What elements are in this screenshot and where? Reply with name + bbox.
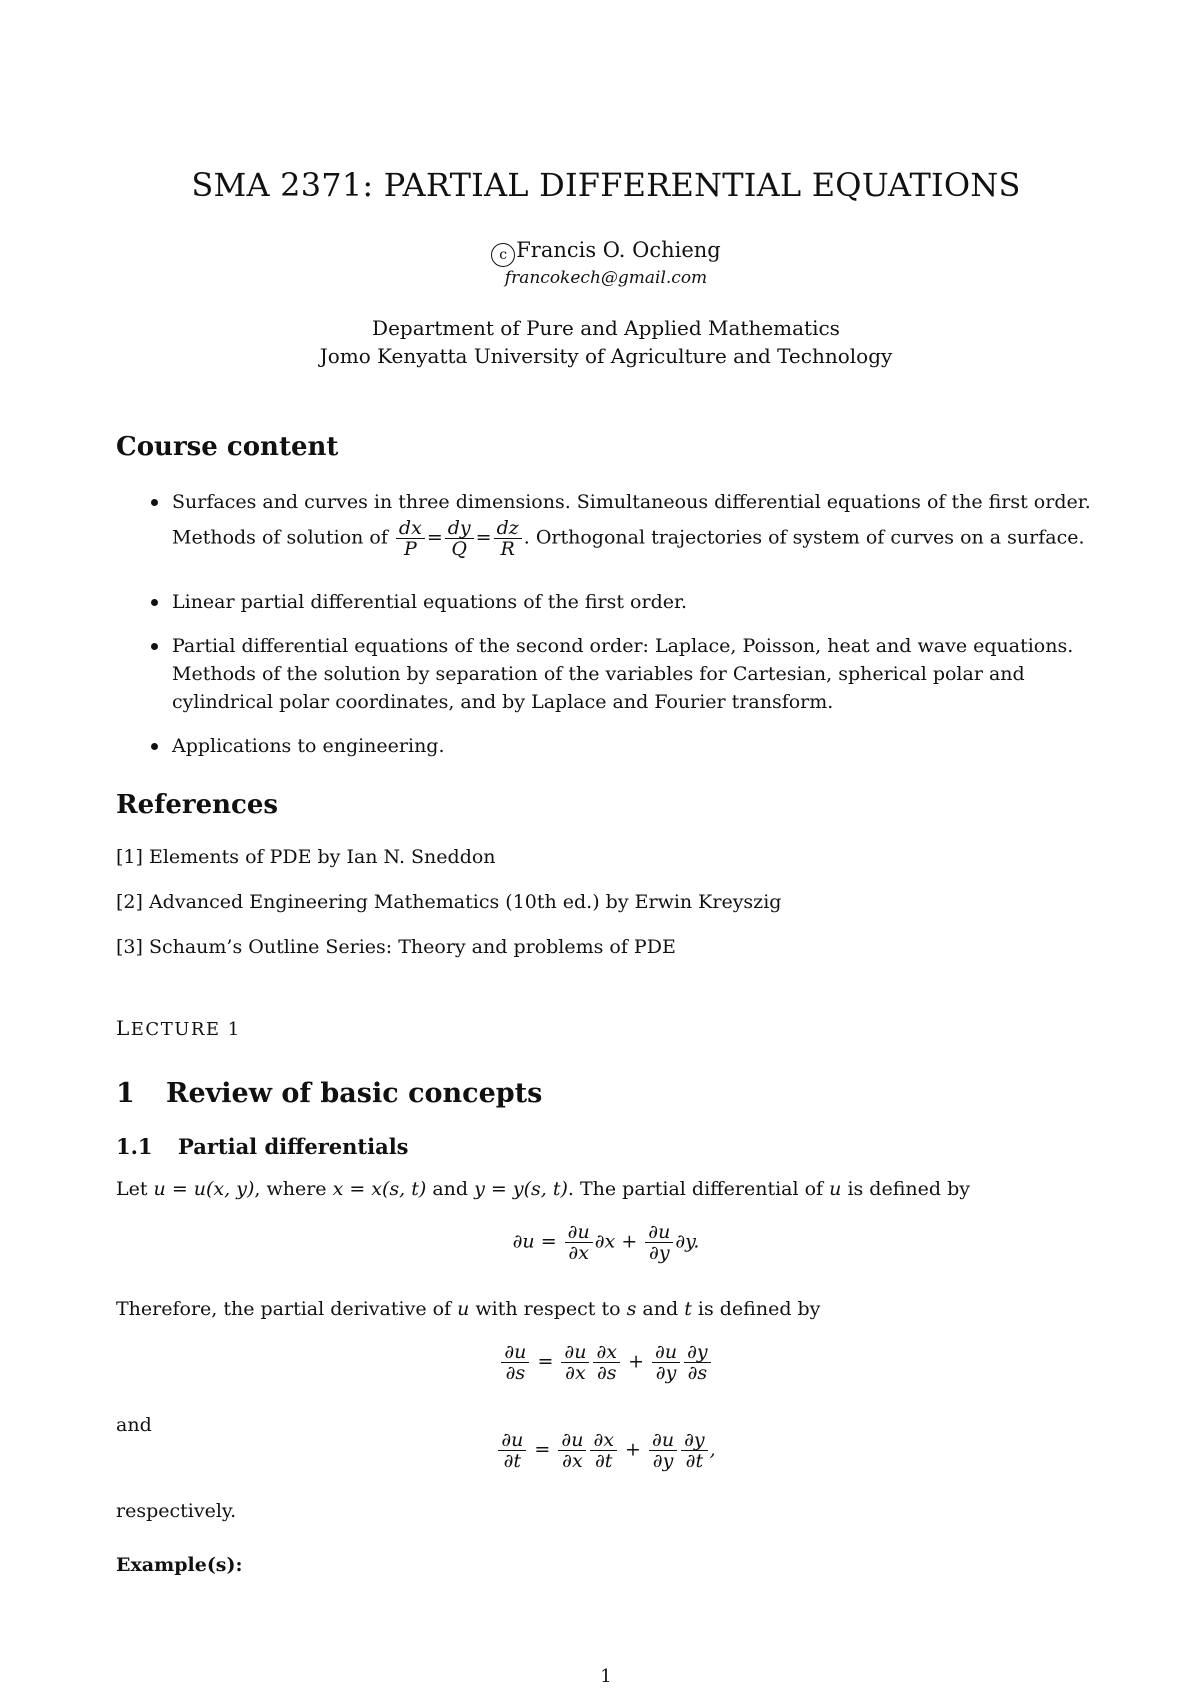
inline-math: u = u(x, y) <box>153 1178 255 1200</box>
page-number: 1 <box>600 1666 612 1687</box>
inline-math: s <box>626 1298 637 1320</box>
list-item <box>116 488 1096 572</box>
section-title: Review of basic concepts <box>166 1078 543 1109</box>
reference-item: [3] Schaum’s Outline Series: Theory and problems of PDE <box>116 936 676 958</box>
numerator: dy <box>445 518 474 539</box>
fraction <box>494 518 522 559</box>
denominator: Q <box>451 538 467 560</box>
fraction: $\frac{\partial u}{\partial y}$ <box>649 1430 677 1471</box>
inline-math: t <box>684 1298 692 1320</box>
numerator: dz <box>494 518 522 539</box>
lecture-label <box>116 1016 241 1040</box>
fraction: $\frac{\partial u}{\partial y}$ <box>645 1222 673 1263</box>
reference-item: [2] Advanced Engineering Mathematics (10th ed.) by Erwin Kreyszig <box>116 891 782 913</box>
bullet-icon <box>151 599 158 606</box>
department: Department of Pure and Applied Mathematics <box>372 316 840 340</box>
document-page <box>116 0 1096 1696</box>
fraction: $\frac{\partial u}{\partial x}$ <box>558 1430 586 1471</box>
lecture-label-rest: ECTURE <box>130 1019 221 1040</box>
list-item-text: Applications to engineering. <box>172 735 445 757</box>
fraction <box>445 518 474 559</box>
fraction: $\frac{\partial y}{\partial t}$ <box>681 1430 708 1471</box>
lecture-label-initial: L <box>116 1016 131 1040</box>
fraction: $\frac{\partial u}{\partial y}$ <box>652 1342 680 1383</box>
fraction: $\frac{\partial y}{\partial s}$ <box>684 1342 711 1383</box>
bullet-icon <box>151 743 158 750</box>
document-title: SMA 2371: PARTIAL DIFFERENTIAL EQUATIONS <box>191 166 1021 204</box>
numerator: dx <box>396 518 425 539</box>
list-item-text: Methods of solution of <box>172 526 388 549</box>
fraction: $\frac{\partial u}{\partial x}$ <box>561 1342 589 1383</box>
fraction: $\frac{\partial u}{\partial t}$ <box>498 1430 526 1471</box>
example-heading: Example(s): <box>116 1554 243 1576</box>
list-item-text: Partial differential equations of the second order: Laplace, Poisson, heat and wave equations. Methods of the solution by separation of the variables for Cartesian, spherical polar and cylindrical polar coordinates, and by Laplace and Fourier transform. <box>172 635 1074 713</box>
denominator: P <box>403 538 417 560</box>
author-name: Francis O. Ochieng <box>516 238 721 262</box>
reference-item: [1] Elements of PDE by Ian N. Sneddon <box>116 846 496 868</box>
bullet-icon <box>151 499 158 506</box>
equation: ∂u = $\frac{\partial u}{\partial x}$ ∂x + $\frac{\partial u}{\partial y}$ ∂y. <box>512 1221 700 1264</box>
paragraph: Let u = u(x, y), where x = x(s, t) and y = y(s, t). The partial differential of u is defined by <box>116 1178 970 1200</box>
inline-math: u <box>829 1178 842 1200</box>
subsection-heading <box>116 1134 409 1159</box>
list-item-text: Linear partial differential equations of the first order. <box>172 591 688 613</box>
section-heading <box>116 1078 542 1109</box>
fraction: $\frac{\partial u}{\partial x}$ <box>565 1222 593 1263</box>
equation: $\frac{\partial u}{\partial t}$ = $\frac{\partial u}{\partial x}$ $\frac{\partial x}{\partial t}$ + $\frac{\partial u}{\partial y}$ $\frac{\partial y}{\partial t}$ , <box>116 1430 1096 1471</box>
paragraph: and <box>116 1414 152 1436</box>
list-item <box>116 588 1096 616</box>
references-heading: References <box>116 790 279 820</box>
fraction <box>396 518 425 559</box>
inline-math: u <box>457 1298 470 1320</box>
course-content-list <box>116 488 1096 776</box>
references-list <box>116 846 1096 981</box>
section-number: 1 <box>116 1078 135 1109</box>
list-item <box>116 732 1096 760</box>
course-content-heading: Course content <box>116 432 339 462</box>
list-item-formula-line: Methods of solution of $\frac{dx}{P}$ = $\frac{dy}{Q}$ = $\frac{dz}{R}$ . Orthogonal trajectories of system of curves on a surface. <box>172 517 1085 560</box>
bullet-icon <box>151 643 158 650</box>
author-line <box>116 238 1096 267</box>
list-item-text: Surfaces and curves in three dimensions. Simultaneous differential equations of the first order. <box>172 491 1091 513</box>
lecture-number: 1 <box>227 1019 241 1040</box>
list-item-text: . Orthogonal trajectories of system of curves on a surface. <box>523 526 1085 549</box>
paragraph: Therefore, the partial derivative of u with respect to s and t is defined by <box>116 1298 821 1320</box>
inline-math: y = y(s, t) <box>474 1178 568 1200</box>
fraction: $\frac{\partial x}{\partial t}$ <box>590 1430 617 1471</box>
paragraph: respectively. <box>116 1500 237 1522</box>
author-email[interactable]: francokech@gmail.com <box>504 268 708 288</box>
subsection-title: Partial differentials <box>178 1134 409 1159</box>
copyright-symbol: c <box>491 243 515 267</box>
university: Jomo Kenyatta University of Agriculture and Technology <box>319 344 893 368</box>
denominator: R <box>500 538 515 560</box>
inline-math: x = x(s, t) <box>332 1178 427 1200</box>
fraction: $\frac{\partial x}{\partial s}$ <box>593 1342 620 1383</box>
equation: $\frac{\partial u}{\partial s}$ = $\frac{\partial u}{\partial x}$ $\frac{\partial x}{\partial s}$ + $\frac{\partial u}{\partial y}$ $\frac{\partial y}{\partial s}$ <box>116 1342 1096 1383</box>
fraction: $\frac{\partial u}{\partial s}$ <box>501 1342 529 1383</box>
list-item <box>116 632 1096 716</box>
subsection-number: 1.1 <box>116 1134 153 1159</box>
